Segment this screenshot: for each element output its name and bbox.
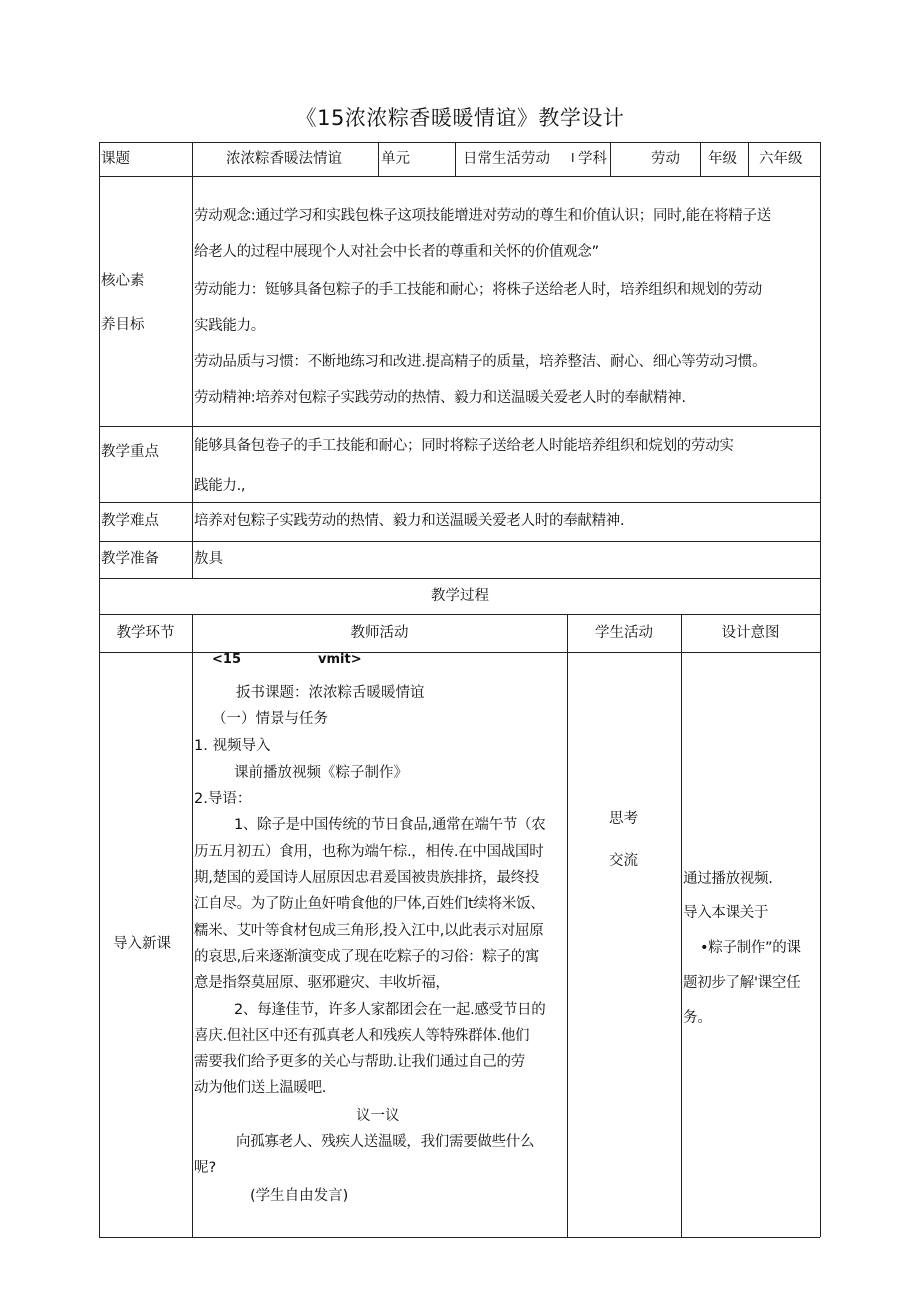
core-label-line2: 养目标 bbox=[101, 317, 145, 333]
teacher-line: 意是指祭莫屈原、驱邪避灾、丰收圻福， bbox=[194, 975, 450, 991]
subject-value: 劳动 bbox=[651, 151, 680, 167]
topic-value: 浓浓粽香暖法情谊 bbox=[226, 151, 342, 167]
col-line bbox=[748, 142, 749, 176]
unit-label: 单元 bbox=[381, 151, 410, 167]
teacher-line: 需要我们给予更多的关心与帮助.让我们通过自己的劳 bbox=[194, 1054, 525, 1070]
col-line bbox=[378, 142, 379, 176]
grade-value: 六年级 bbox=[759, 151, 803, 167]
row-line bbox=[99, 176, 820, 177]
grade-label: 年级 bbox=[708, 151, 737, 167]
row-line bbox=[99, 502, 820, 503]
teacher-line: 动为他们送上温暖吧. bbox=[194, 1080, 327, 1096]
col-line bbox=[567, 614, 568, 1237]
col-line bbox=[610, 142, 611, 176]
col-line bbox=[700, 142, 701, 176]
teacher-line: 期,楚国的爰国诗人屈原因忠君爰国被贵族排挤，最终投 bbox=[194, 870, 540, 886]
document-title: 《15浓浓粽香暖暖情谊》教学设计 bbox=[295, 106, 625, 130]
teacher-line: 呢? bbox=[194, 1160, 217, 1176]
teacher-line: 1、除子是中国传统的节日食品,通常在端午节（农 bbox=[234, 817, 546, 833]
teacher-line: 的哀思,后来逐渐演变成了现在吃粽子的习俗：粽子的寓 bbox=[194, 949, 540, 965]
col-line bbox=[192, 614, 193, 1237]
unit-value: 日常生活劳动 bbox=[463, 151, 550, 167]
col-line bbox=[455, 142, 456, 176]
col-line bbox=[820, 142, 821, 1237]
teacher-line: 历五月初五）食用，也称为端午棕.，相传.在中国战国时 bbox=[194, 844, 544, 860]
row-line bbox=[99, 1237, 820, 1238]
teacher-line: 2.导语： bbox=[194, 791, 252, 807]
teacher-line: 扳书课题：浓浓粽舌暖暖情谊 bbox=[236, 685, 425, 701]
core-label-line1: 核心素 bbox=[101, 273, 145, 289]
row-line bbox=[99, 142, 820, 143]
student-activity-line: 交流 bbox=[609, 853, 638, 869]
key-point-label: 教学重点 bbox=[101, 444, 159, 460]
key-point-line: 能够具备包卷子的手工技能和耐心；同时将粽子送给老人时能培养组织和烷划的劳动实 bbox=[194, 438, 734, 454]
teacher-line: 江自尽。为了防止鱼奸啃食他的尸体,百姓们t续将米饭、 bbox=[194, 896, 545, 912]
teacher-line: 议一议 bbox=[356, 1108, 400, 1124]
row-line bbox=[99, 578, 820, 579]
row-line bbox=[99, 426, 820, 427]
col-header-teacher: 教师活动 bbox=[350, 625, 409, 641]
difficulty-label: 教学难点 bbox=[101, 513, 159, 529]
teacher-line: （一）情景与任务 bbox=[212, 711, 328, 727]
core-goal-line: 劳动品质与习惯：不断地练习和改进.提高精子的质量，培养整洁、耐心、细心等劳动习惯。 bbox=[194, 354, 767, 370]
col-header-student: 学生活动 bbox=[595, 625, 653, 641]
teacher-line: (学生自由发言) bbox=[250, 1188, 349, 1204]
row-line bbox=[99, 614, 820, 615]
intent-line: 通过播放视频. bbox=[683, 871, 773, 887]
topic-label: 课题 bbox=[101, 151, 130, 167]
teacher-line: 糯米、艾叶等食材包成三角形,投入江中,以此表示对屈原 bbox=[194, 923, 544, 939]
core-goal-line: 劳动能力：铤够具备包粽子的手工技能和耐心；将株子送给老人时，培养组织和规划的劳动 bbox=[194, 282, 762, 298]
intent-line: 题初步了解'课空任 bbox=[683, 975, 801, 991]
code-left: <15 bbox=[212, 652, 241, 667]
stage-name: 导入新课 bbox=[113, 936, 171, 952]
student-activity-line: 思考 bbox=[609, 811, 638, 827]
teacher-line: 喜庆.但社区中还有孤真老人和残疾人等特殊群体.他们 bbox=[194, 1028, 530, 1044]
intent-line: •粽子制作”的课 bbox=[700, 940, 801, 956]
intent-line: 导入本课关于 bbox=[683, 905, 769, 921]
preparation-label: 教学准备 bbox=[101, 551, 159, 567]
col-line bbox=[681, 614, 682, 1237]
key-point-line: 践能力., bbox=[194, 478, 246, 494]
row-line bbox=[99, 541, 820, 542]
difficulty-text: 培养对包粽子实践劳动的热情、毅力和送温暖关爱老人时的奉献精神. bbox=[194, 513, 625, 529]
core-goal-line: 给老人的过程中展现个人对社会中长者的尊重和关怀的价值观念” bbox=[194, 244, 599, 260]
preparation-text: 敖具 bbox=[194, 551, 223, 567]
code-right: vmit> bbox=[318, 652, 362, 667]
col-header-stage: 教学环节 bbox=[116, 625, 175, 641]
col-line bbox=[192, 142, 193, 578]
row-line bbox=[99, 652, 820, 653]
core-goal-line: 劳动观念:通过学习和实践包株子这项技能增进对劳动的尊生和价值认识；同时,能在将精子送 bbox=[194, 208, 771, 224]
core-goal-line: 劳动精神:培养对包粽子实践劳动的热情、毅力和送温暖关爱老人时的奉献精神. bbox=[194, 390, 686, 406]
subject-label: 学科 bbox=[578, 151, 607, 167]
process-heading: 教学过程 bbox=[431, 588, 489, 604]
col-header-intent: 设计意图 bbox=[721, 625, 780, 641]
teacher-line: 2、每逢佳节，许多人家都团会在一起.感受节日的 bbox=[234, 1002, 546, 1018]
teacher-line: 1. 视频导入 bbox=[194, 738, 271, 754]
col-line bbox=[99, 142, 100, 1237]
core-goal-line: 实践能力。 bbox=[194, 318, 265, 334]
intent-line: 务。 bbox=[683, 1010, 712, 1026]
teacher-line: 课前播放视频《粽子制作》 bbox=[234, 765, 408, 781]
unit-separator: I bbox=[571, 151, 575, 165]
teacher-line: 向孤寡老人、残疾人送温暖，我们需要做些什么 bbox=[236, 1134, 535, 1150]
